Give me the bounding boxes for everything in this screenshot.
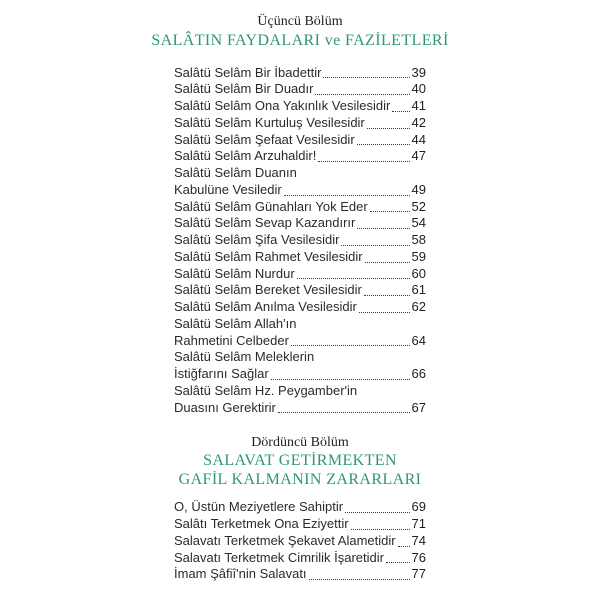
section-title-line-2: GAFİL KALMANIN ZARARLARI (178, 470, 422, 488)
toc-entry-page: 74 (411, 532, 426, 548)
toc-entry-label: Salâtü Selâm Kurtuluş Vesilesidir (174, 114, 365, 130)
toc-entry-page: 47 (411, 148, 426, 164)
toc-entry-page: 59 (411, 248, 426, 264)
toc-entry-label: Salâtü Selâm Şifa Vesilesidir (174, 232, 340, 247)
dot-leader (351, 529, 410, 530)
section-title-line-1: SALAVAT GETİRMEKTEN (203, 452, 397, 470)
toc-entry-page: 71 (411, 516, 426, 531)
toc-entry (174, 182, 426, 199)
toc-entry (174, 65, 426, 82)
dot-leader (370, 211, 410, 212)
dot-leader (367, 128, 410, 129)
toc-entry (174, 249, 426, 266)
toc-entry-page: 54 (411, 215, 426, 231)
toc-entry-page: 76 (411, 549, 426, 565)
toc-entry-label: Rahmetini Celbeder (174, 332, 289, 348)
dot-leader (357, 144, 410, 145)
dot-leader (318, 161, 409, 162)
toc-entry (174, 516, 426, 533)
toc-entry (174, 550, 426, 567)
dot-leader (284, 195, 410, 196)
toc-entry-page: 49 (411, 181, 426, 197)
toc-entry-page: 60 (411, 265, 426, 281)
toc-entry (174, 333, 426, 350)
toc-entry (174, 266, 426, 283)
toc-entry-label: Salâtü Selâm Sevap Kazandırır (174, 215, 356, 231)
toc-entry (174, 316, 426, 333)
toc-entry-label: Salâtü Selâm Duanın (174, 165, 297, 180)
toc-entry (174, 165, 426, 182)
toc-entry-label: Salâtü Selâm Bereket Vesilesidir (174, 282, 362, 298)
toc-entry-label: Kabulüne Vesiledir (174, 181, 282, 197)
toc-entry-page: 62 (411, 299, 426, 314)
toc-entry-label: Salâtü Selâm Ona Yakınlık Vesilesidir (174, 98, 391, 113)
dot-leader (315, 94, 409, 95)
dot-leader (309, 579, 410, 580)
dot-leader (341, 245, 409, 246)
toc-entry-page: 61 (411, 282, 426, 298)
dot-leader (291, 345, 410, 346)
toc-entry (174, 566, 426, 583)
dot-leader (278, 412, 410, 413)
toc-list-fourth-chapter (174, 499, 426, 583)
toc-entry-page: 77 (411, 566, 426, 582)
toc-entry (174, 299, 426, 316)
toc-entry-page: 69 (411, 499, 426, 515)
dot-leader (364, 295, 410, 296)
toc-entry-label: Duasını Gerektirir (174, 399, 276, 415)
toc-entry-page: 44 (411, 131, 426, 147)
dot-leader (398, 546, 410, 547)
toc-entry (174, 349, 426, 366)
dot-leader (359, 312, 410, 313)
toc-entry-page: 42 (411, 114, 426, 130)
toc-entry (174, 499, 426, 516)
toc-entry-page: 52 (411, 198, 426, 214)
chapter-label: Üçüncü Bölüm (257, 14, 343, 29)
toc-entry (174, 148, 426, 165)
chapter-label: Dördüncü Bölüm (251, 435, 349, 451)
toc-entry-label: İstiğfarını Sağlar (174, 366, 269, 381)
toc-entry-label: Salâtü Selâm Şefaat Vesilesidir (174, 131, 355, 147)
dot-leader (345, 512, 409, 513)
toc-entry-label: Salâtü Selâm Anılma Vesilesidir (174, 299, 357, 314)
section-title: SALÂTIN FAYDALARI ve FAZİLETLERİ (151, 32, 449, 49)
toc-entry-page: 40 (411, 81, 426, 97)
toc-entry-label: O, Üstün Meziyetlere Sahiptir (174, 499, 344, 515)
dot-leader (357, 228, 409, 229)
toc-entry (174, 366, 426, 383)
toc-entry-page: 64 (411, 332, 426, 348)
toc-entry-page: 66 (411, 366, 426, 381)
toc-entry (174, 199, 426, 216)
toc-list-third-chapter (174, 65, 426, 417)
toc-entry-label: Salâtı Terketmek Ona Eziyettir (174, 516, 349, 531)
dot-leader (365, 262, 410, 263)
toc-entry-label: Salâtü Selâm Arzuhaldir! (174, 148, 317, 164)
toc-entry (174, 533, 426, 550)
toc-entry-label: Salâtü Selâm Günahları Yok Eder (174, 198, 368, 214)
toc-entry (174, 115, 426, 132)
dot-leader (297, 278, 410, 279)
toc-entry-label: Salâtü Selâm Allah'ın (174, 315, 297, 331)
toc-entry-label: Salavatı Terketmek Cimrilik İşaretidir (174, 549, 384, 565)
toc-entry-label: Salâtü Selâm Rahmet Vesilesidir (174, 248, 363, 264)
toc-entry-page: 58 (411, 232, 426, 247)
toc-entry-page: 39 (411, 64, 426, 80)
section-fourth-chapter (0, 435, 600, 583)
toc-entry (174, 400, 426, 417)
toc-entry-label: Salâtü Selâm Bir Duadır (174, 81, 314, 97)
toc-entry-label: Salavatı Terketmek Şekavet Alametidir (174, 532, 396, 548)
toc-entry-label: Salâtü Selâm Hz. Peygamber'in (174, 382, 358, 398)
toc-entry (174, 132, 426, 149)
toc-entry-label: İmam Şâfiî'nin Salavatı (174, 566, 307, 582)
dot-leader (323, 77, 409, 78)
toc-entry (174, 232, 426, 249)
dot-leader (392, 111, 409, 112)
dot-leader (386, 562, 410, 563)
toc-entry (174, 98, 426, 115)
toc-entry-label: Salâtü Selâm Nurdur (174, 265, 295, 281)
toc-entry-page: 67 (411, 399, 426, 415)
toc-entry-label: Salâtü Selâm Bir İbadettir (174, 64, 322, 80)
toc-entry-page: 41 (411, 98, 426, 113)
toc-entry (174, 383, 426, 400)
toc-entry-label: Salâtü Selâm Meleklerin (174, 349, 315, 365)
dot-leader (271, 379, 410, 380)
toc-entry (174, 81, 426, 98)
toc-entry (174, 282, 426, 299)
toc-entry (174, 215, 426, 232)
